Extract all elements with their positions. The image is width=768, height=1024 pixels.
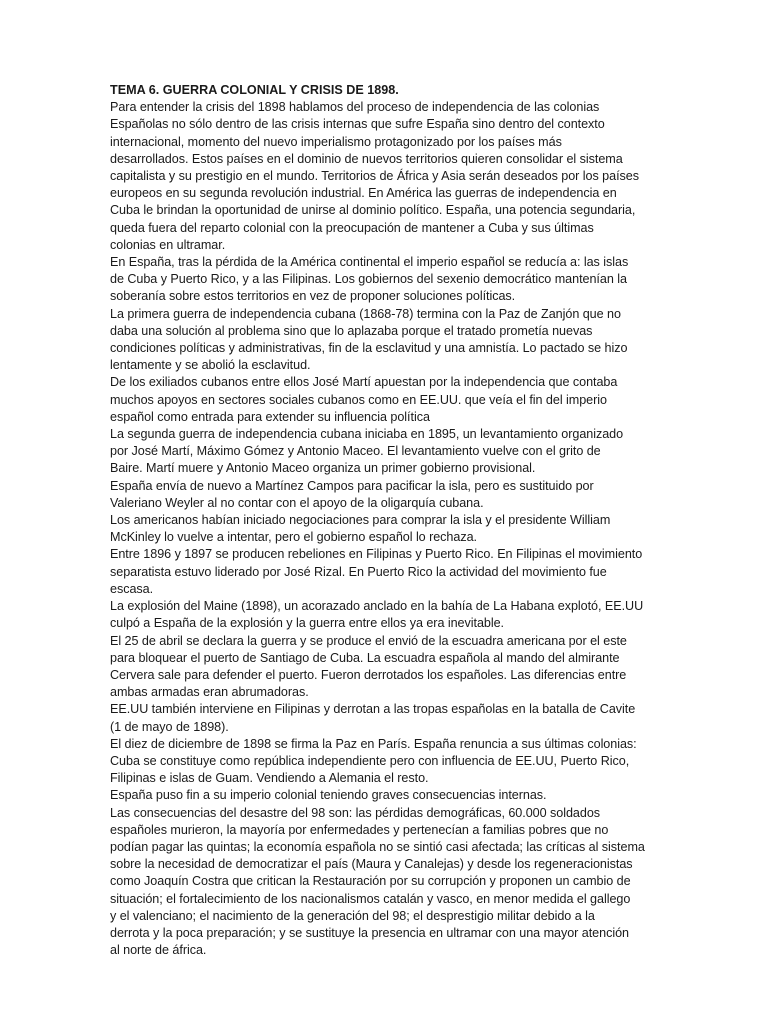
text-line: separatista estuvo liderado por José Rizal. En Puerto Rico la actividad del movimiento fue <box>110 564 607 579</box>
text-line: españoles murieron, la mayoría por enfermedades y pertenecían a familias pobres que no <box>110 822 609 837</box>
text-line: La primera guerra de independencia cubana (1868-78) termina con la Paz de Zanjón que no <box>110 306 621 321</box>
paragraph <box>110 512 750 546</box>
paragraph <box>110 546 750 598</box>
text-line: derrota y la poca preparación; y se sustituye la presencia en ultramar con una mayor atención <box>110 925 629 940</box>
text-line: Españolas no sólo dentro de las crisis internas que sufre España sino dentro del contexto <box>110 117 605 132</box>
text-line: soberanía sobre estos territorios en vez de proponer soluciones políticas. <box>110 289 516 304</box>
text-line: En España, tras la pérdida de la América continental el imperio español se reducía a: las islas <box>110 255 629 270</box>
text-line: internacional, momento del nuevo imperialismo protagonizado por los países más <box>110 134 562 149</box>
text-line: Cuba se constituye como república independiente pero con influencia de EE.UU, Puerto Rico, <box>110 753 630 768</box>
text-line: de Cuba y Puerto Rico, y a las Filipinas. Los gobiernos del sexenio democrático mantenían la <box>110 272 627 287</box>
text-line: por José Martí, Máximo Gómez y Antonio Maceo. El levantamiento vuelve con el grito de <box>110 444 601 459</box>
text-line: escasa. <box>110 581 154 596</box>
text-line: daba una solución al problema sino que lo aplazaba porque el tratado prometía nuevas <box>110 323 593 338</box>
text-line: condiciones políticas y administrativas, fin de la esclavitud y una amnistía. Lo pactado se hizo <box>110 341 628 356</box>
text-line: culpó a España de la explosión y la guerra entre ellos ya era inevitable. <box>110 616 505 631</box>
paragraph <box>110 254 750 306</box>
paragraph <box>110 787 750 804</box>
text-line: desarrollados. Estos países en el dominio de nuevos territorios quieren consolidar el sistema <box>110 151 623 166</box>
text-line: El 25 de abril se declara la guerra y se produce el envió de la escuadra americana por el este <box>110 633 627 648</box>
text-line: La segunda guerra de independencia cubana iniciaba en 1895, un levantamiento organizado <box>110 427 624 442</box>
text-line: España puso fin a su imperio colonial teniendo graves consecuencias internas. <box>110 788 547 803</box>
text-line: El diez de diciembre de 1898 se firma la Paz en París. España renuncia a sus últimas colonias: <box>110 736 637 751</box>
text-line: Los americanos habían iniciado negociaciones para comprar la isla y el presidente William <box>110 513 611 528</box>
text-line: ambas armadas eran abrumadoras. <box>110 685 309 700</box>
paragraph <box>110 633 750 702</box>
text-line: La explosión del Maine (1898), un acorazado anclado en la bahía de La Habana explotó, EE.UU <box>110 599 644 614</box>
paragraph <box>110 701 750 735</box>
document-title: TEMA 6. GUERRA COLONIAL Y CRISIS DE 1898. <box>110 83 399 97</box>
paragraph <box>110 99 750 254</box>
text-line: español como entrada para extender su influencia política <box>110 409 430 424</box>
text-line: y el valenciano; el nacimiento de la generación del 98; el desprestigio militar debido a la <box>110 908 595 923</box>
text-line: situación; el fortalecimiento de los nacionalismos catalán y vasco, en menor medida el gallego <box>110 891 631 906</box>
text-line: Baire. Martí muere y Antonio Maceo organiza un primer gobierno provisional. <box>110 461 536 476</box>
text-line: Cervera sale para defender el puerto. Fueron derrotados los españoles. Las diferencias entre <box>110 667 627 682</box>
text-line: (1 de mayo de 1898). <box>110 719 229 734</box>
text-line: EE.UU también interviene en Filipinas y derrotan a las tropas españolas en la batalla de Cavite <box>110 702 636 717</box>
text-line: lentamente y se abolió la esclavitud. <box>110 358 311 373</box>
text-line: Cuba le brindan la oportunidad de unirse al dominio político. España, una potencia segundaria, <box>110 203 636 218</box>
text-line: De los exiliados cubanos entre ellos José Martí apuestan por la independencia que contaba <box>110 375 618 390</box>
paragraph <box>110 736 750 788</box>
text-line: para bloquear el puerto de Santiago de Cuba. La escuadra española al mando del almirante <box>110 650 620 665</box>
document-page <box>110 82 750 959</box>
paragraph <box>110 426 750 478</box>
text-line: podían pagar las quintas; la economía española no se sintió casi afectada; las críticas al sistema <box>110 839 645 854</box>
text-line: Entre 1896 y 1897 se producen rebeliones en Filipinas y Puerto Rico. En Filipinas el movimiento <box>110 547 643 562</box>
paragraph <box>110 478 750 512</box>
text-line: Para entender la crisis del 1898 hablamos del proceso de independencia de las colonias <box>110 100 600 115</box>
paragraph <box>110 805 750 960</box>
text-line: Las consecuencias del desastre del 98 son: las pérdidas demográficas, 60.000 soldados <box>110 805 601 820</box>
text-line: como Joaquín Costra que critican la Restauración por su corrupción y proponen un cambio de <box>110 874 631 889</box>
text-line: muchos apoyos en sectores sociales cubanos como en EE.UU. que veía el fin del imperio <box>110 392 607 407</box>
text-line: McKinley lo vuelve a intentar, pero el gobierno español lo rechaza. <box>110 530 477 545</box>
text-line: Filipinas e islas de Guam. Vendiendo a Alemania el resto. <box>110 771 429 786</box>
paragraph <box>110 306 750 375</box>
text-line: España envía de nuevo a Martínez Campos para pacificar la isla, pero es sustituido por <box>110 478 594 493</box>
text-line: capitalista y su prestigio en el mundo. Territorios de África y Asia serán deseados por los países <box>110 169 639 184</box>
text-line: al norte de áfrica. <box>110 943 207 958</box>
text-line: Valeriano Weyler al no contar con el apoyo de la oligarquía cubana. <box>110 495 484 510</box>
document-body <box>110 99 750 959</box>
text-line: europeos en su segunda revolución industrial. En América las guerras de independencia en <box>110 186 617 201</box>
text-line: queda fuera del reparto colonial con la preocupación de mantener a Cuba y sus últimas <box>110 220 594 235</box>
paragraph <box>110 374 750 426</box>
paragraph <box>110 598 750 632</box>
text-line: sobre la necesidad de democratizar el país (Maura y Canalejas) y desde los regeneracionistas <box>110 857 633 872</box>
text-line: colonias en ultramar. <box>110 237 226 252</box>
